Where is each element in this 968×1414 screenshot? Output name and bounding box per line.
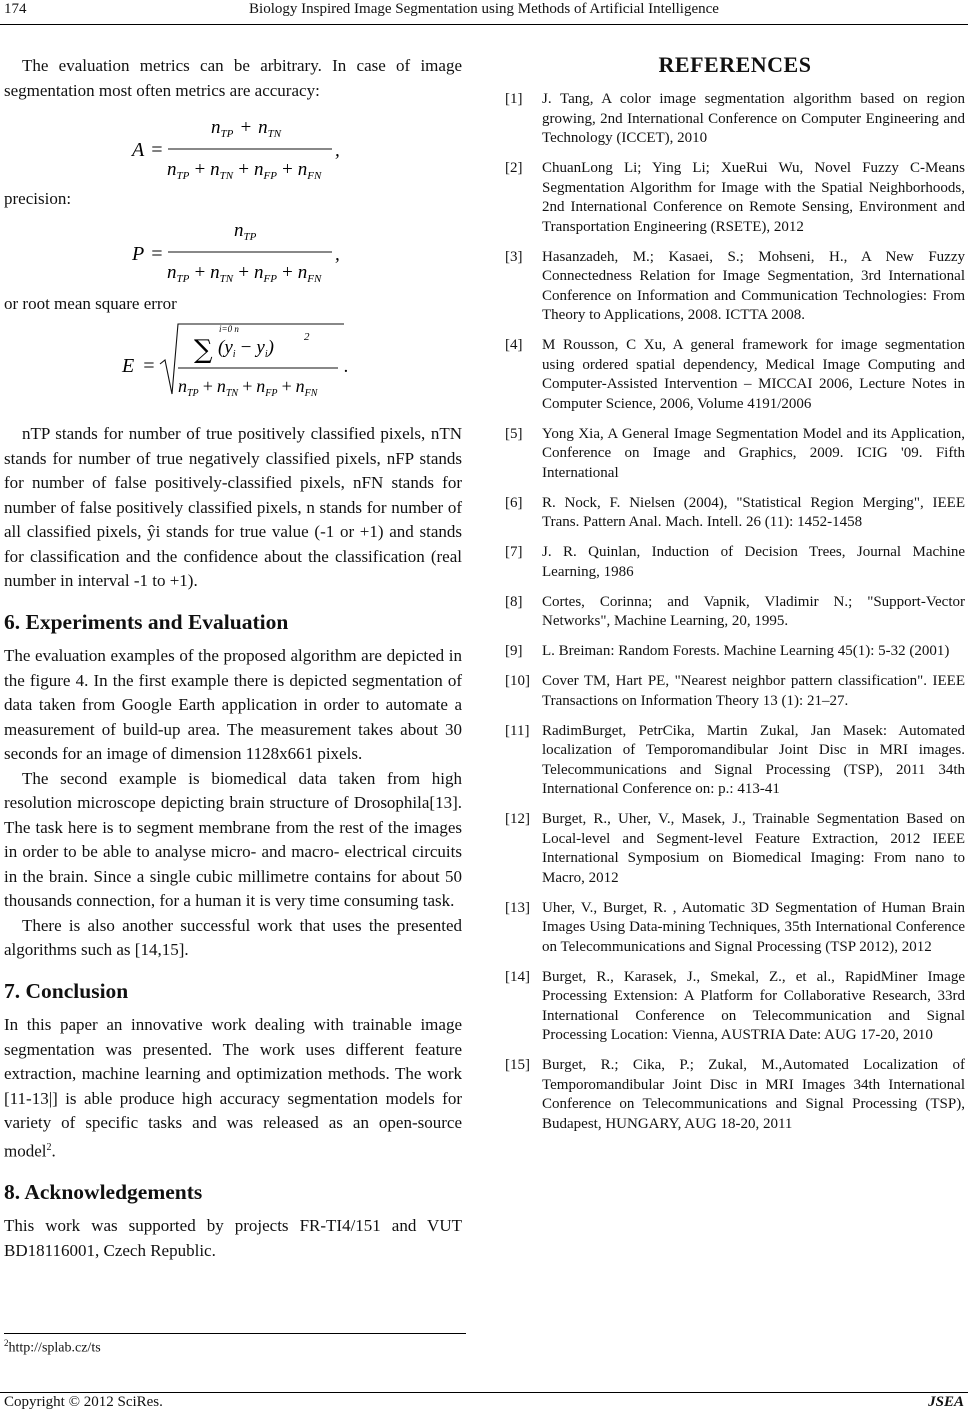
metrics-intro-paragraph: The evaluation metrics can be arbitrary. In case of image segmentation most often metrics are accuracy: [4, 56, 462, 100]
reference-item [505, 672, 965, 711]
acknowledgements-paragraph: This work was supported by projects FR-TI4/151 and VUT BD18116001, Czech Republic. [4, 1216, 462, 1260]
reference-number: [4] [505, 337, 523, 353]
reference-number: [2] [505, 160, 523, 176]
conclusion-period: . [51, 1141, 56, 1161]
references-title: REFERENCES [658, 52, 812, 77]
svg-text:.: . [344, 356, 349, 377]
reference-text: Yong Xia, A General Image Segmentation Model and its Application, Conference on Image and Graphics, 2009. ICIG '09. Fifth International [542, 425, 965, 481]
reference-text: Burget, R.; Cika, P.; Zukal, M.,Automated Localization of Temporomandibular Joint Disc in MRI Images 34th International Conference on Telecommunications and Signal Processing (TSP), Budapest, HUNGARY, AUG 18-20, 2011 [542, 1057, 965, 1132]
precision-label: precision: [4, 189, 72, 208]
footnote-rule [4, 1333, 466, 1334]
reference-item [505, 159, 965, 237]
reference-item [505, 336, 965, 414]
footnote-url: http://splab.cz/ts [8, 1340, 101, 1356]
reference-text: RadimBurget, PetrCika, Martin Zukal, Jan Masek: Automated localization of Temporomandibular Joint Disc in MRI images. Telecommunications and Signal Processing (TSP), 2011 34th International Conference on: p.: 413-41 [542, 722, 965, 797]
rmse-label: or root mean square error [4, 293, 177, 313]
precision-equation-graphic [4, 212, 462, 292]
reference-number: [7] [505, 544, 523, 560]
accuracy-numerator [211, 117, 282, 140]
reference-text: Burget, R., Uher, V., Masek, J., Trainable Segmentation Based on Local-level and Segment-level Feature Extraction, 2012 IEEE International Symposium on Biomedical Imaging: From nano to Macro, 2012 [542, 811, 965, 886]
svg-text:nTP+nTN+nFP+nFN: $n_{TP} + n_{TN} + n_{FP} + n_{FN}$ [167, 261, 322, 285]
experiments-paragraph-1: The evaluation examples of the proposed algorithm are depicted in the figure 4. In the first example there is depicted segmentation of data taken from Google Earth application in order to automate a measurement of build-up area. The measurement takes about 30 seconds for an image of dimension 1128x661 pixels. [4, 646, 462, 763]
reference-item [505, 722, 965, 800]
rmse-equation-graphic [4, 316, 462, 416]
svg-text:=: = [142, 355, 156, 377]
reference-text: Cortes, Corinna; and Vapnik, Vladimir N.; "Support-Vector Networks", Machine Learning, 20, 1995. [542, 593, 965, 629]
page-header [0, 0, 968, 24]
reference-number: [11] [505, 722, 530, 739]
footnote [4, 1338, 101, 1357]
reference-number: [9] [505, 643, 523, 659]
accuracy-denominator [167, 159, 322, 182]
reference-item [505, 810, 965, 888]
reference-text: J. Tang, A color image segmentation algorithm based on region growing, 2nd International Conference on Computer Engineering and Technology (ICCET), 2010 [542, 91, 965, 146]
precision-equation [4, 212, 462, 292]
reference-text: Cover TM, Hart PE, "Nearest neighbor pattern classification". IEEE Transactions on Information Theory 13 (1): 21–27. [542, 673, 965, 709]
svg-text:,: , [335, 243, 340, 265]
reference-number: [5] [505, 425, 523, 442]
conclusion-text: In this paper an innovative work dealing with trainable image segmentation was presented. The work uses different feature extraction, machine learning and optimization methods. The work [11-13|] is able produce high accuracy segmentation models for variety of specific tasks and was released as an open-source model [4, 1015, 462, 1161]
reference-text: Uher, V., Burget, R. , Automatic 3D Segmentation of Human Brain Images Using Data-mining Techniques, 35th International Conference on Telecommunications and Signal Processing (TSP 2012), 2012 [542, 899, 965, 955]
footer-rule [0, 1392, 968, 1393]
reference-item [505, 248, 965, 326]
svg-text:∑: ∑ [194, 335, 213, 365]
reference-text: Hasanzadeh, M.; Kasaei, S.; Mohseni, H., A New Fuzzy Connectedness Relation for Image Segmentation, 3rd International Conference on Information and Communication Technologies: From Theory to Applications, 2008. ICTTA 2008. [542, 248, 965, 323]
reference-item [505, 899, 965, 958]
svg-text:E: E [122, 355, 135, 377]
reference-item [505, 1056, 965, 1134]
journal-abbreviation: JSEA [928, 1394, 964, 1410]
reference-text: L. Breiman: Random Forests. Machine Learning 45(1): 5-32 (2001) [542, 643, 950, 659]
section-6-heading: 6. Experiments and Evaluation [4, 609, 289, 634]
footnote-mark: 2 [4, 1338, 9, 1348]
svg-text:i=0 n: i=0 n [219, 324, 239, 334]
reference-text: Burget, R., Karasek, J., Smekal, Z., et al., RapidMiner Image Processing Extension: A Platform for Collaborative Research, 33rd International Conference on Telecommunication and Signal Processing Location: Vienna, AUSTRIA Date: AUG 17-20, 2010 [542, 968, 965, 1043]
reference-number: [13] [505, 899, 530, 916]
svg-text:P: P [132, 242, 145, 265]
copyright-notice: Copyright © 2012 SciRes. [4, 1394, 163, 1410]
page-number: 174 [4, 1, 27, 17]
conclusion-paragraph [4, 1013, 462, 1164]
reference-item [505, 90, 965, 149]
svg-text:nTP: $n_{TP}$ [234, 219, 257, 243]
accuracy-equation [4, 103, 462, 187]
reference-item [505, 425, 965, 484]
reference-number: [15] [505, 1057, 530, 1073]
reference-number: [1] [505, 91, 523, 107]
reference-item [505, 593, 965, 632]
reference-number: [14] [505, 968, 530, 985]
svg-text:nTP+nTN+nFP+nFN: $n_{TP} + n_{TN} + n_{FP} + n_{FN}$ [178, 376, 318, 399]
header-rule [0, 24, 968, 25]
reference-text: J. R. Quinlan, Induction of Decision Trees, Journal Machine Learning, 1986 [542, 544, 965, 580]
svg-text:nTP+nTN: $n_{TP} + n_{TN}$ [211, 117, 282, 140]
definitions-paragraph: nTP stands for number of true positively classified pixels, nTN stands for number of true negatively classified pixels, nFP stands for number of false positively-classified pixels, nFN stands for number of false positively classified pixels, n stands for number of all classified pixels, ŷi stands for true value (-1 or +1) and stands for classification and the confidence about the classification (real number in interval -1 to +1). [4, 424, 462, 590]
reference-item [505, 494, 965, 533]
section-7-heading: 7. Conclusion [4, 978, 129, 1003]
svg-text:2: 2 [304, 331, 310, 343]
svg-text:=: = [150, 139, 164, 161]
experiments-paragraph-3: There is also another successful work that uses the presented algorithms such as [14,15]. [4, 915, 462, 959]
svg-text:,: , [335, 140, 340, 161]
reference-item [505, 642, 965, 662]
reference-number: [12] [505, 811, 530, 827]
reference-number: [6] [505, 494, 523, 511]
left-column [4, 54, 462, 1263]
svg-text:(yi−yi): $(y_i - y_i)$ [218, 337, 274, 360]
reference-text: M Rousson, C Xu, A general framework for image segmentation using ordered spatial dependency, Medical Image Computing and Computer-Assisted Intervention – MICCAI 2006, Lecture Notes in Computer Science, 2006, Volume 4191/2006 [542, 337, 965, 412]
running-title: Biology Inspired Image Segmentation using Methods of Artificial Intelligence [249, 1, 719, 17]
reference-list [505, 90, 965, 1134]
svg-text:=: = [150, 242, 164, 265]
references-column [505, 52, 965, 1145]
reference-number: [3] [505, 248, 523, 265]
reference-number: [10] [505, 673, 530, 689]
svg-text:nTP+nTN+nFP+nFN: $n_{TP} + n_{TN} + n_{FP} + n_{FN}$ [167, 159, 322, 182]
reference-text: ChuanLong Li; Ying Li; XueRui Wu, Novel Fuzzy C-Means Segmentation Algorithm for Image with the Spatial Neighborhoods, 2nd International Conference on Remote Sensing, Environment and Transportation Engineering (RSETE), 2012 [542, 160, 965, 235]
rmse-equation [4, 316, 462, 416]
footnote-ref-mark: 2 [46, 1141, 52, 1153]
accuracy-equation-graphic [4, 103, 462, 187]
experiments-paragraph-2: The second example is biomedical data taken from high resolution microscope depicting brain structure of Drosophila[13]. The task here is to segment membrane from the rest of the images in order to be able to analyse micro- and macro- electrical circuits in the brain. Since a single cubic millimetre contains for about 50 thousands connection, for a human it is very time consuming task. [4, 768, 462, 910]
section-8-heading: 8. Acknowledgements [4, 1179, 203, 1204]
reference-item [505, 968, 965, 1046]
reference-item [505, 543, 965, 582]
reference-number: [8] [505, 593, 523, 610]
reference-text: R. Nock, F. Nielsen (2004), "Statistical Region Merging", IEEE Trans. Pattern Anal. Mach. Intell. 26 (11): 1452-1458 [542, 494, 965, 530]
svg-text:A: A [132, 139, 145, 161]
